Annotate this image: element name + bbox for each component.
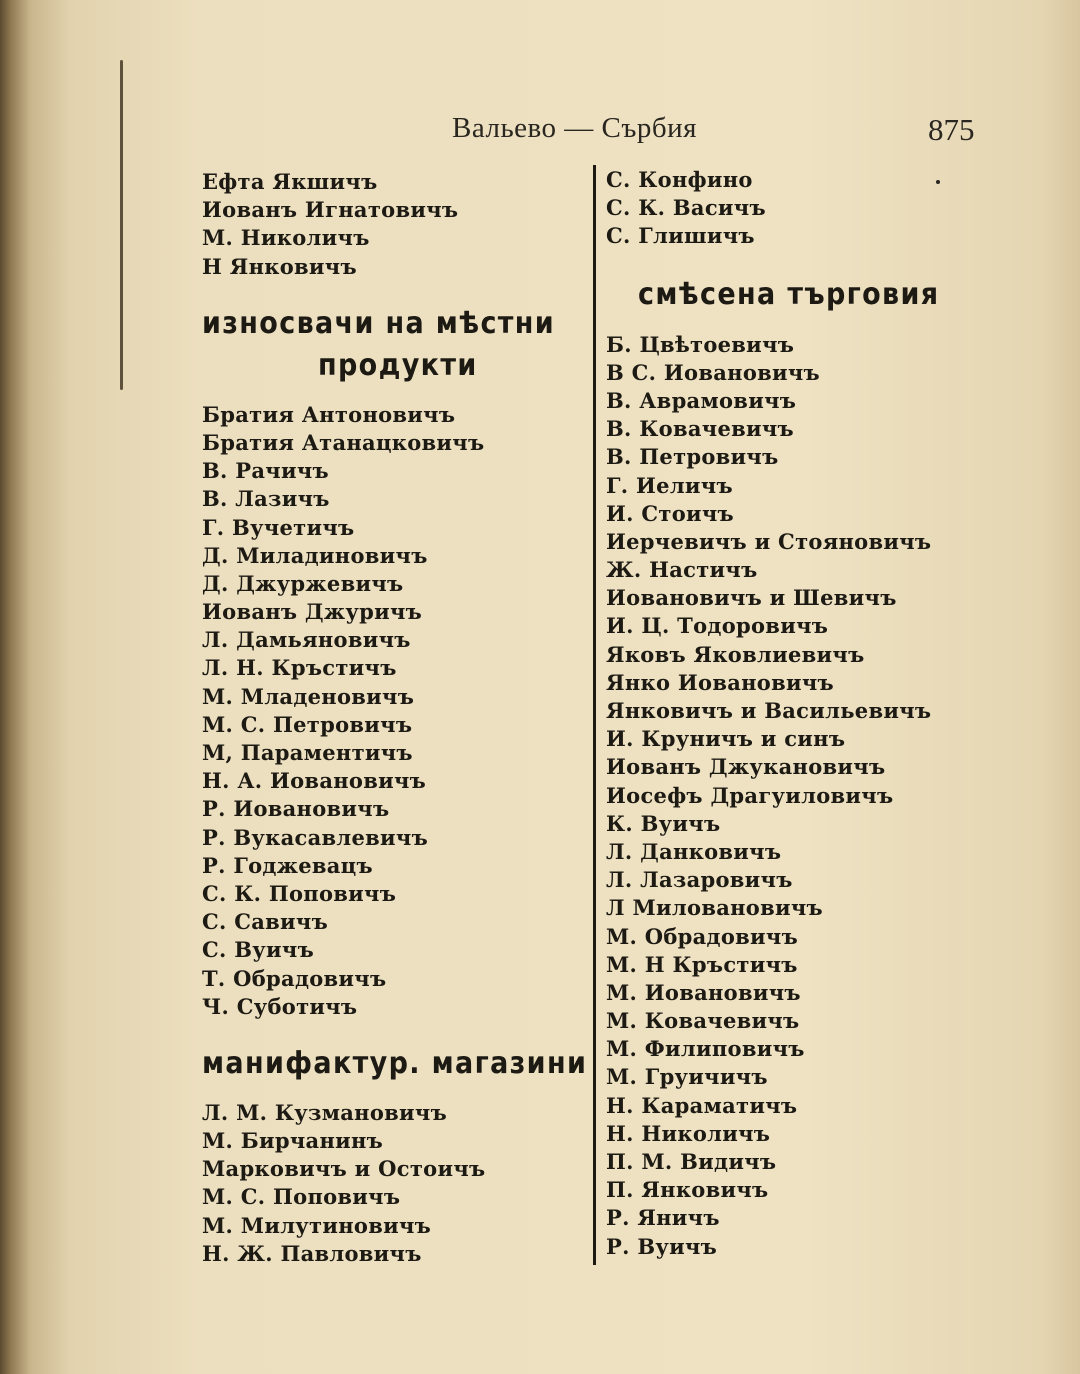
list-item: Л. М. Кузмановичъ bbox=[202, 1099, 447, 1125]
manufactur-list bbox=[202, 1099, 592, 1268]
list-item: М. Обрадовичъ bbox=[606, 923, 799, 949]
mixed-trade-list bbox=[606, 331, 1006, 1261]
list-item: Братия Антоновичъ bbox=[202, 401, 456, 427]
list-item: И. Ц. Тодоровичъ bbox=[606, 613, 829, 639]
list-item: Ж. Настичъ bbox=[606, 557, 758, 583]
list-item: Н. Николичъ bbox=[606, 1120, 771, 1146]
list-item: М. Иовановичъ bbox=[606, 979, 801, 1005]
list-item: Иовановичъ и Шевичъ bbox=[606, 585, 897, 611]
list-item: К. Вуичъ bbox=[606, 810, 721, 836]
list-item: М. Филиповичъ bbox=[606, 1036, 805, 1062]
list-item: Р. Вуичъ bbox=[606, 1233, 718, 1259]
list-item: Р. Яничъ bbox=[606, 1205, 720, 1231]
list-item: Иерчевичъ и Стояновичъ bbox=[606, 528, 932, 554]
list-item: Марковичъ и Остоичъ bbox=[202, 1156, 486, 1182]
list-item: С. К. Васичъ bbox=[606, 195, 766, 221]
page-header bbox=[0, 108, 1080, 148]
list-item: Д. Миладиновичъ bbox=[202, 542, 428, 568]
list-item: В. Рачичъ bbox=[202, 458, 329, 484]
list-item: Г. Иеличъ bbox=[606, 472, 733, 498]
right-top-list bbox=[606, 166, 1006, 251]
list-item: Н. Ж. Павловичъ bbox=[202, 1240, 422, 1266]
left-column bbox=[202, 168, 592, 1268]
column-divider bbox=[593, 165, 596, 1265]
list-item: В С. Иовановичъ bbox=[606, 359, 820, 385]
list-item: И. Круничъ и синъ bbox=[606, 726, 846, 752]
list-item: М. Бирчанинъ bbox=[202, 1128, 384, 1154]
list-item: Л. Лазаровичъ bbox=[606, 867, 793, 893]
list-item: Яковъ Яковлиевичъ bbox=[606, 641, 865, 667]
list-item: Г. Вучетичъ bbox=[202, 514, 355, 540]
list-item: Л. Н. Кръстичъ bbox=[202, 655, 397, 681]
section-title-exporters-line2: продукти bbox=[318, 347, 478, 383]
list-item: В. Ковачевичъ bbox=[606, 416, 794, 442]
list-item: М, Параментичъ bbox=[202, 740, 413, 765]
list-item: П. М. Видичъ bbox=[606, 1149, 777, 1174]
list-item: Л. Данковичъ bbox=[606, 838, 782, 864]
list-item: Р. Годжевацъ bbox=[202, 852, 373, 878]
list-item: М. Милутиновичъ bbox=[202, 1212, 432, 1238]
list-item: В. Петровичъ bbox=[606, 444, 779, 470]
section-title-mixed-trade: смѣсена търговия bbox=[638, 276, 940, 312]
list-item: М. Младеновичъ bbox=[202, 683, 415, 709]
list-item: Ефта Якшичъ bbox=[202, 169, 378, 194]
list-item: М. Н Кръстичъ bbox=[606, 951, 798, 977]
list-item: Н. Караматичъ bbox=[606, 1092, 798, 1118]
right-column bbox=[606, 166, 1006, 1261]
list-item: Р. Иовановичъ bbox=[202, 796, 390, 822]
list-item: М. С. Поповичъ bbox=[202, 1184, 401, 1210]
list-item: И. Стоичъ bbox=[606, 500, 734, 526]
list-item: С. Савичъ bbox=[202, 909, 329, 935]
list-item: Б. Цвѣтоевичъ bbox=[606, 331, 795, 357]
list-item: В. Аврамовичъ bbox=[606, 387, 797, 413]
section-title-manufactur: манифактур. магазини bbox=[202, 1045, 588, 1081]
running-head: Вальево — Сърбия bbox=[452, 112, 697, 144]
page-number: 875 bbox=[928, 112, 975, 147]
list-item: Н. А. Иовановичъ bbox=[202, 768, 427, 794]
list-item: М. Николичъ bbox=[202, 225, 370, 251]
list-item: Л. Дамьяновичъ bbox=[202, 627, 411, 653]
list-item: П. Янковичъ bbox=[606, 1177, 769, 1203]
list-item: Р. Вукасавлевичъ bbox=[202, 824, 428, 850]
list-item: Янковичъ и Васильевичъ bbox=[606, 698, 932, 723]
list-item: Янко Иовановичъ bbox=[606, 669, 834, 695]
list-item: М. Груичичъ bbox=[606, 1064, 768, 1090]
list-item: Иосефъ Драгуиловичъ bbox=[606, 782, 894, 808]
left-top-list bbox=[202, 168, 592, 281]
list-item: С. К. Поповичъ bbox=[202, 880, 397, 906]
list-item: С. Конфино bbox=[606, 167, 753, 192]
list-item: В. Лазичъ bbox=[202, 486, 330, 512]
list-item: Н Янковичъ bbox=[202, 253, 357, 279]
section-title-exporters-line1: износвачи на мѣстни bbox=[202, 305, 556, 341]
list-item: С. Вуичъ bbox=[202, 937, 314, 963]
list-item: Братия Атанацковичъ bbox=[202, 429, 485, 455]
list-item: Т. Обрадовичъ bbox=[202, 965, 387, 991]
exporters-list bbox=[202, 401, 592, 1021]
list-item: Иованъ Джукановичъ bbox=[606, 754, 886, 780]
list-item: Л Миловановичъ bbox=[606, 895, 823, 921]
list-item: Иованъ Джуричъ bbox=[202, 599, 423, 625]
list-item: М. С. Петровичъ bbox=[202, 711, 413, 737]
list-item: М. Ковачевичъ bbox=[606, 1008, 800, 1034]
list-item: Иованъ Игнатовичъ bbox=[202, 197, 459, 223]
list-item: Ч. Суботичъ bbox=[202, 993, 358, 1019]
list-item: Д. Джуржевичъ bbox=[202, 570, 404, 596]
list-item: С. Глишичъ bbox=[606, 223, 755, 249]
